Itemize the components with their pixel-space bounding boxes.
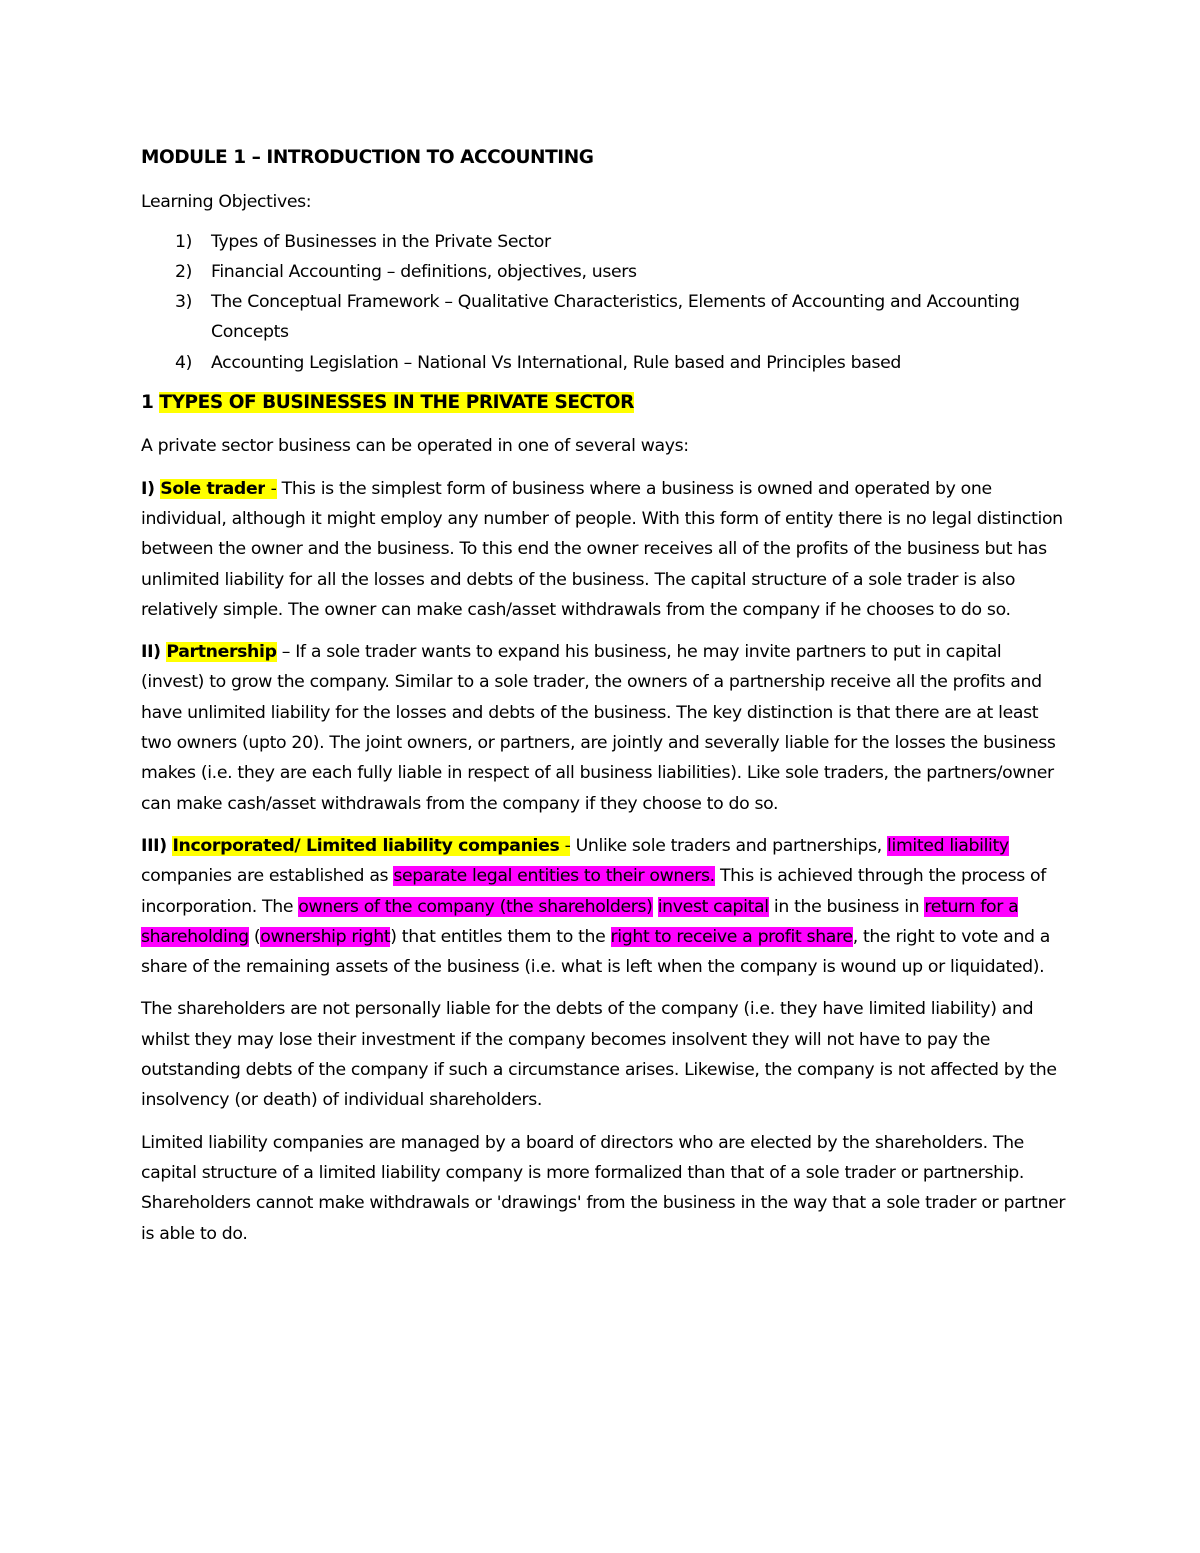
- incorporated-text-7: ) that entitles them to the: [390, 926, 611, 947]
- sole-trader-dash: -: [265, 478, 277, 499]
- incorporated-text-2: companies are established as: [141, 866, 394, 887]
- highlight-owners-shareholders: owners of the company (the shareholders): [298, 896, 653, 917]
- incorporated-dash: -: [559, 835, 571, 856]
- partnership-dash: –: [276, 642, 291, 663]
- module-title: MODULE 1 – INTRODUCTION TO ACCOUNTING: [141, 147, 594, 168]
- incorporated-term: Incorporated/ Limited liability companies: [172, 835, 560, 856]
- incorporated-text-8: , the right to vote and a share of the remaining assets of the business (i.e. what is left when the company is wound up or liquidated).: [141, 926, 1051, 978]
- objective-item: [141, 257, 1066, 287]
- paragraph-incorporated: [141, 831, 1066, 982]
- objective-item: [141, 227, 1066, 257]
- learning-objectives-list: [141, 227, 1066, 378]
- sole-trader-term: Sole trader: [160, 478, 266, 499]
- sole-trader-body: This is the simplest form of business where a business is owned and operated by one individual, although it might employ any number of people. With this form of entity there is no legal distinction between the owner and the business. To this end the owner receives all of the profits of the business but has unlimited liability for all the losses and debts of the business. The capital structure of a sole trader is also relatively simple. The owner can make cash/asset withdrawals from the company if he chooses to do so.: [141, 478, 1063, 620]
- incorporated-text-5: in the business in: [768, 896, 925, 917]
- highlight-separate-legal-entities: separate legal entities to their owners.: [393, 866, 715, 887]
- paragraph-shareholders: The shareholders are not personally liable for the debts of the company (i.e. they have limited liability) and whilst they may lose their investment if the company becomes insolvent they will not have to pay the outstanding debts of the company if such a circumstance arises. Likewise, the company is not affected by the insolvency (or death) of individual shareholders.: [141, 999, 1057, 1111]
- objective-text: Types of Businesses in the Private Sector: [211, 231, 551, 252]
- paragraph-directors: Limited liability companies are managed by a board of directors who are elected by the shareholders. The capital structure of a limited liability company is more formalized than that of a sole trader or partnership. Shareholders cannot make withdrawals or 'drawings' from the business in the way that a sole trader or partner is able to do.: [141, 1132, 1066, 1244]
- incorporated-text-3: This is achieved through the process of incorporation. The: [141, 866, 1047, 917]
- objective-item: [141, 287, 1066, 348]
- highlight-invest-capital: invest capital: [657, 896, 769, 917]
- section-intro: A private sector business can be operated in one of several ways:: [141, 436, 689, 457]
- paragraph-sole-trader: [141, 474, 1066, 625]
- objective-text: Financial Accounting – definitions, objectives, users: [211, 261, 637, 282]
- incorporated-text-6: (: [248, 926, 261, 947]
- learning-objectives-label: Learning Objectives:: [141, 192, 312, 213]
- partnership-numeral: II): [141, 642, 167, 663]
- objective-number: 4): [175, 352, 193, 373]
- section-heading-highlighted: TYPES OF BUSINESSES IN THE PRIVATE SECTOR: [159, 392, 634, 414]
- paragraph-partnership: [141, 637, 1066, 819]
- partnership-body: If a sole trader wants to expand his business, he may invite partners to put in capital (invest) to grow the company. Similar to a sole trader, the owners of a partnership receive all the profits and have unlimited liability for the losses and debts of the business. The key distinction is that there are at least two owners (upto 20). The joint owners, or partners, are jointly and severally liable for the losses the business makes (i.e. they are each fully liable in respect of all business liabilities). Like sole traders, the partners/owner can make cash/asset withdrawals from the company if they choose to do so.: [141, 642, 1056, 814]
- incorporated-numeral: III): [141, 835, 173, 856]
- document-body: [141, 143, 1066, 1261]
- highlight-profit-share: right to receive a profit share: [610, 926, 853, 947]
- objective-text: Accounting Legislation – National Vs International, Rule based and Principles based: [211, 352, 902, 373]
- objective-text: The Conceptual Framework – Qualitative Characteristics, Elements of Accounting and Accounting Concepts: [211, 292, 1020, 343]
- partnership-term: Partnership: [166, 642, 277, 663]
- section-heading: [141, 388, 1066, 418]
- incorporated-text-4: [653, 897, 658, 917]
- highlight-return-for-shareholding: return for a shareholding: [141, 896, 1019, 947]
- section-number: 1: [141, 392, 160, 414]
- highlight-limited-liability: limited liability: [887, 835, 1009, 856]
- incorporated-text-1: Unlike sole traders and partnerships,: [570, 835, 888, 856]
- objective-number: 2): [175, 261, 193, 282]
- objective-number: 1): [175, 231, 193, 252]
- objective-number: 3): [175, 292, 193, 313]
- objective-item: [141, 348, 1066, 378]
- highlight-ownership-right: ownership right: [260, 926, 391, 947]
- sole-trader-numeral: I): [141, 478, 161, 499]
